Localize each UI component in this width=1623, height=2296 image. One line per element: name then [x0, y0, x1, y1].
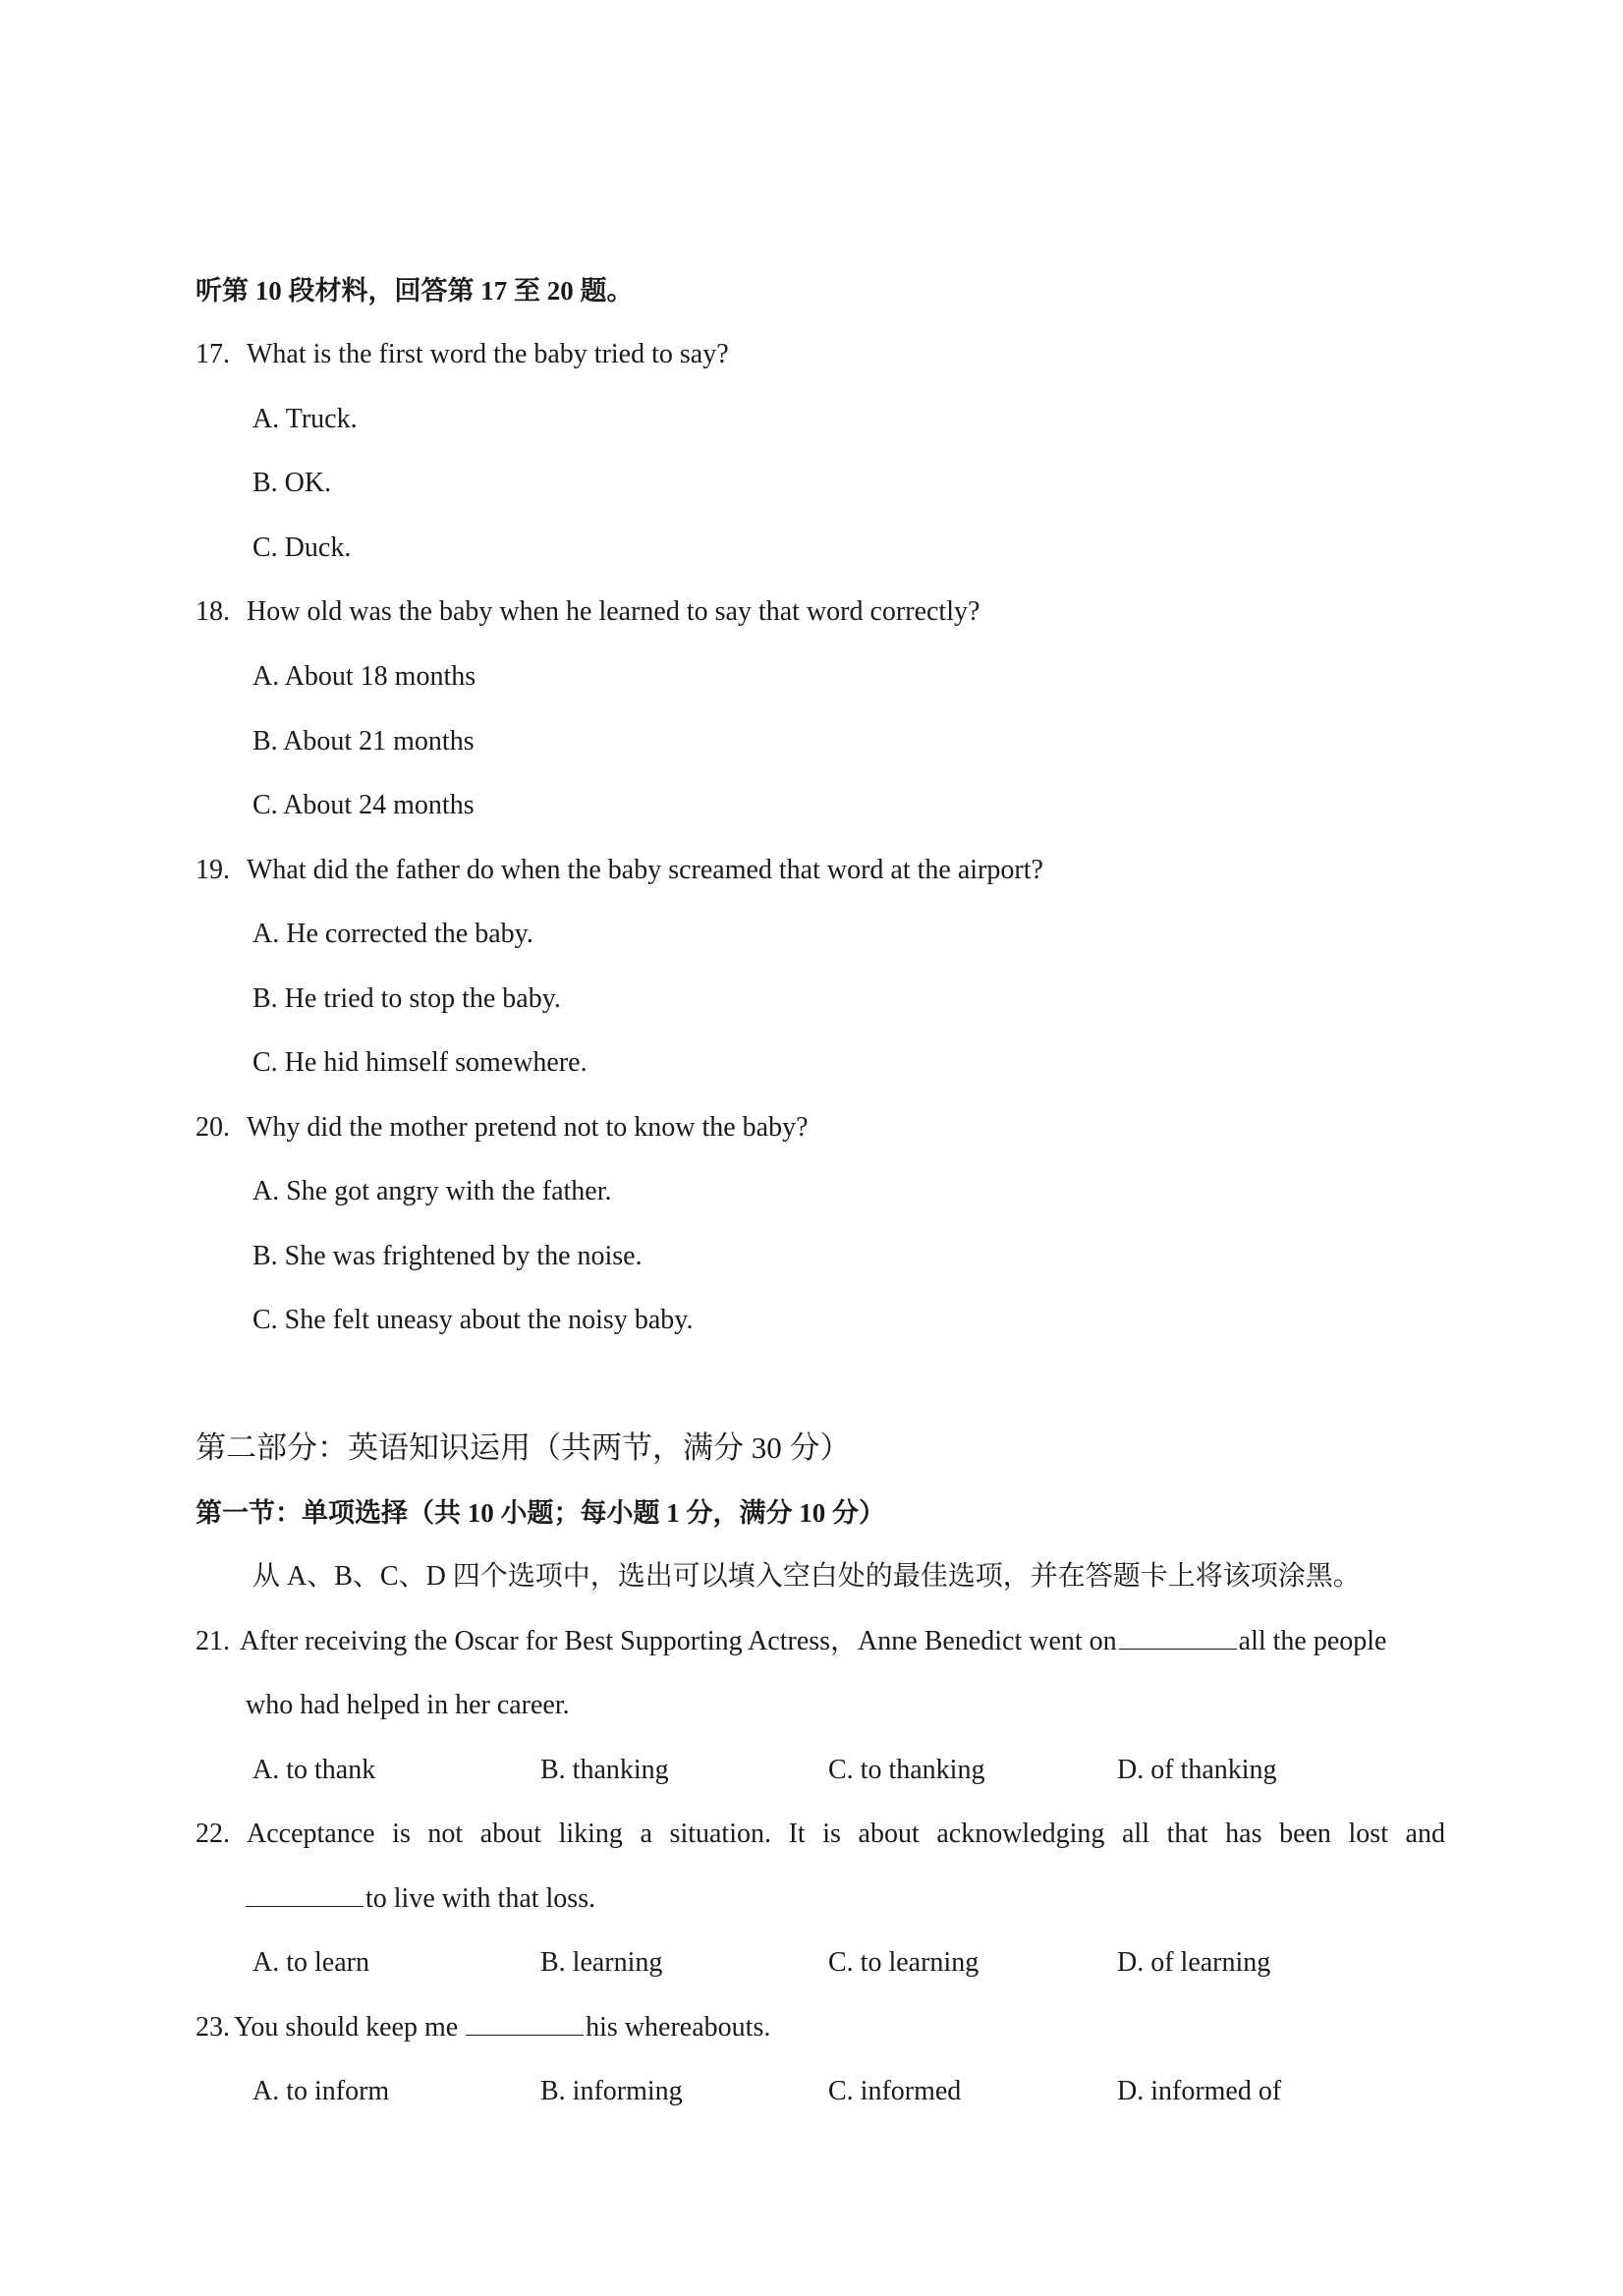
question-number: 19. — [196, 855, 230, 885]
option-17b: B. OK. — [252, 468, 332, 498]
question-number: 21. — [196, 1626, 230, 1656]
question-stem-part1: After receiving the Oscar for Best Supporting Actress，Anne Benedict went on — [240, 1626, 1117, 1656]
option-19c: C. He hid himself somewhere. — [252, 1047, 588, 1078]
question-stem: Acceptance is not about liking a situation. It is about acknowledging all that has been lost and — [247, 1819, 1445, 1849]
question-21-line1 — [196, 1622, 1386, 1661]
question-21-line2: who had helped in her career. — [246, 1690, 570, 1720]
part2-heading: 第二部分：英语知识运用（共两节，满分 30 分） — [196, 1430, 851, 1465]
option-21a: A. to thank — [252, 1755, 376, 1785]
instructions: 从 A、B、C、D 四个选项中，选出可以填入空白处的最佳选项，并在答题卡上将该项涂黑。 — [252, 1561, 1361, 1592]
option-17a: A. Truck. — [252, 404, 358, 434]
section1-heading: 第一节：单项选择（共 10 小题；每小题 1 分，满分 10 分） — [196, 1498, 885, 1528]
option-22d: D. of learning — [1117, 1947, 1271, 1978]
answer-blank — [1119, 1623, 1237, 1650]
answer-blank — [466, 2009, 584, 2036]
option-20c: C. She felt uneasy about the noisy baby. — [252, 1305, 694, 1335]
option-18a: A. About 18 months — [252, 661, 476, 692]
option-20a: A. She got angry with the father. — [252, 1176, 612, 1206]
question-23 — [196, 2008, 770, 2047]
option-22a: A. to learn — [252, 1947, 369, 1978]
question-stem: What did the father do when the baby screamed that word at the airport? — [247, 855, 1043, 885]
question-number: 22. — [196, 1819, 230, 1849]
question-number: 20. — [196, 1112, 230, 1143]
option-21b: B. thanking — [540, 1755, 669, 1785]
question-17 — [196, 335, 729, 374]
option-19b: B. He tried to stop the baby. — [252, 983, 561, 1014]
option-17c: C. Duck. — [252, 532, 352, 563]
option-23c: C. informed — [828, 2076, 962, 2106]
option-23d: D. informed of — [1117, 2076, 1282, 2106]
question-22-line2 — [246, 1879, 595, 1919]
question-stem-part2: his whereabouts. — [586, 2012, 771, 2043]
question-18 — [196, 592, 979, 632]
option-18c: C. About 24 months — [252, 790, 475, 820]
question-stem: Why did the mother pretend not to know the baby? — [247, 1112, 809, 1143]
question-number: 17. — [196, 339, 230, 369]
option-23b: B. informing — [540, 2076, 683, 2106]
option-21d: D. of thanking — [1117, 1755, 1277, 1785]
question-stem: What is the first word the baby tried to say? — [247, 339, 729, 369]
question-stem-part2: all the people — [1238, 1626, 1387, 1656]
option-21c: C. to thanking — [828, 1755, 985, 1785]
question-number: 18. — [196, 596, 230, 627]
question-stem-part1: You should keep me — [234, 2012, 459, 2043]
question-19 — [196, 851, 1043, 890]
question-stem-cont: to live with that loss. — [365, 1883, 596, 1914]
question-number: 23. — [196, 2012, 230, 2043]
section10-heading: 听第 10 段材料，回答第 17 至 20 题。 — [196, 276, 634, 306]
option-22b: B. learning — [540, 1947, 663, 1978]
option-18b: B. About 21 months — [252, 726, 475, 756]
option-22c: C. to learning — [828, 1947, 979, 1978]
option-19a: A. He corrected the baby. — [252, 919, 533, 949]
option-20b: B. She was frightened by the noise. — [252, 1241, 643, 1271]
question-22-line1 — [196, 1815, 1445, 1854]
question-20 — [196, 1108, 809, 1148]
answer-blank — [246, 1880, 364, 1907]
option-23a: A. to inform — [252, 2076, 390, 2106]
question-stem: How old was the baby when he learned to say that word correctly? — [247, 596, 980, 627]
